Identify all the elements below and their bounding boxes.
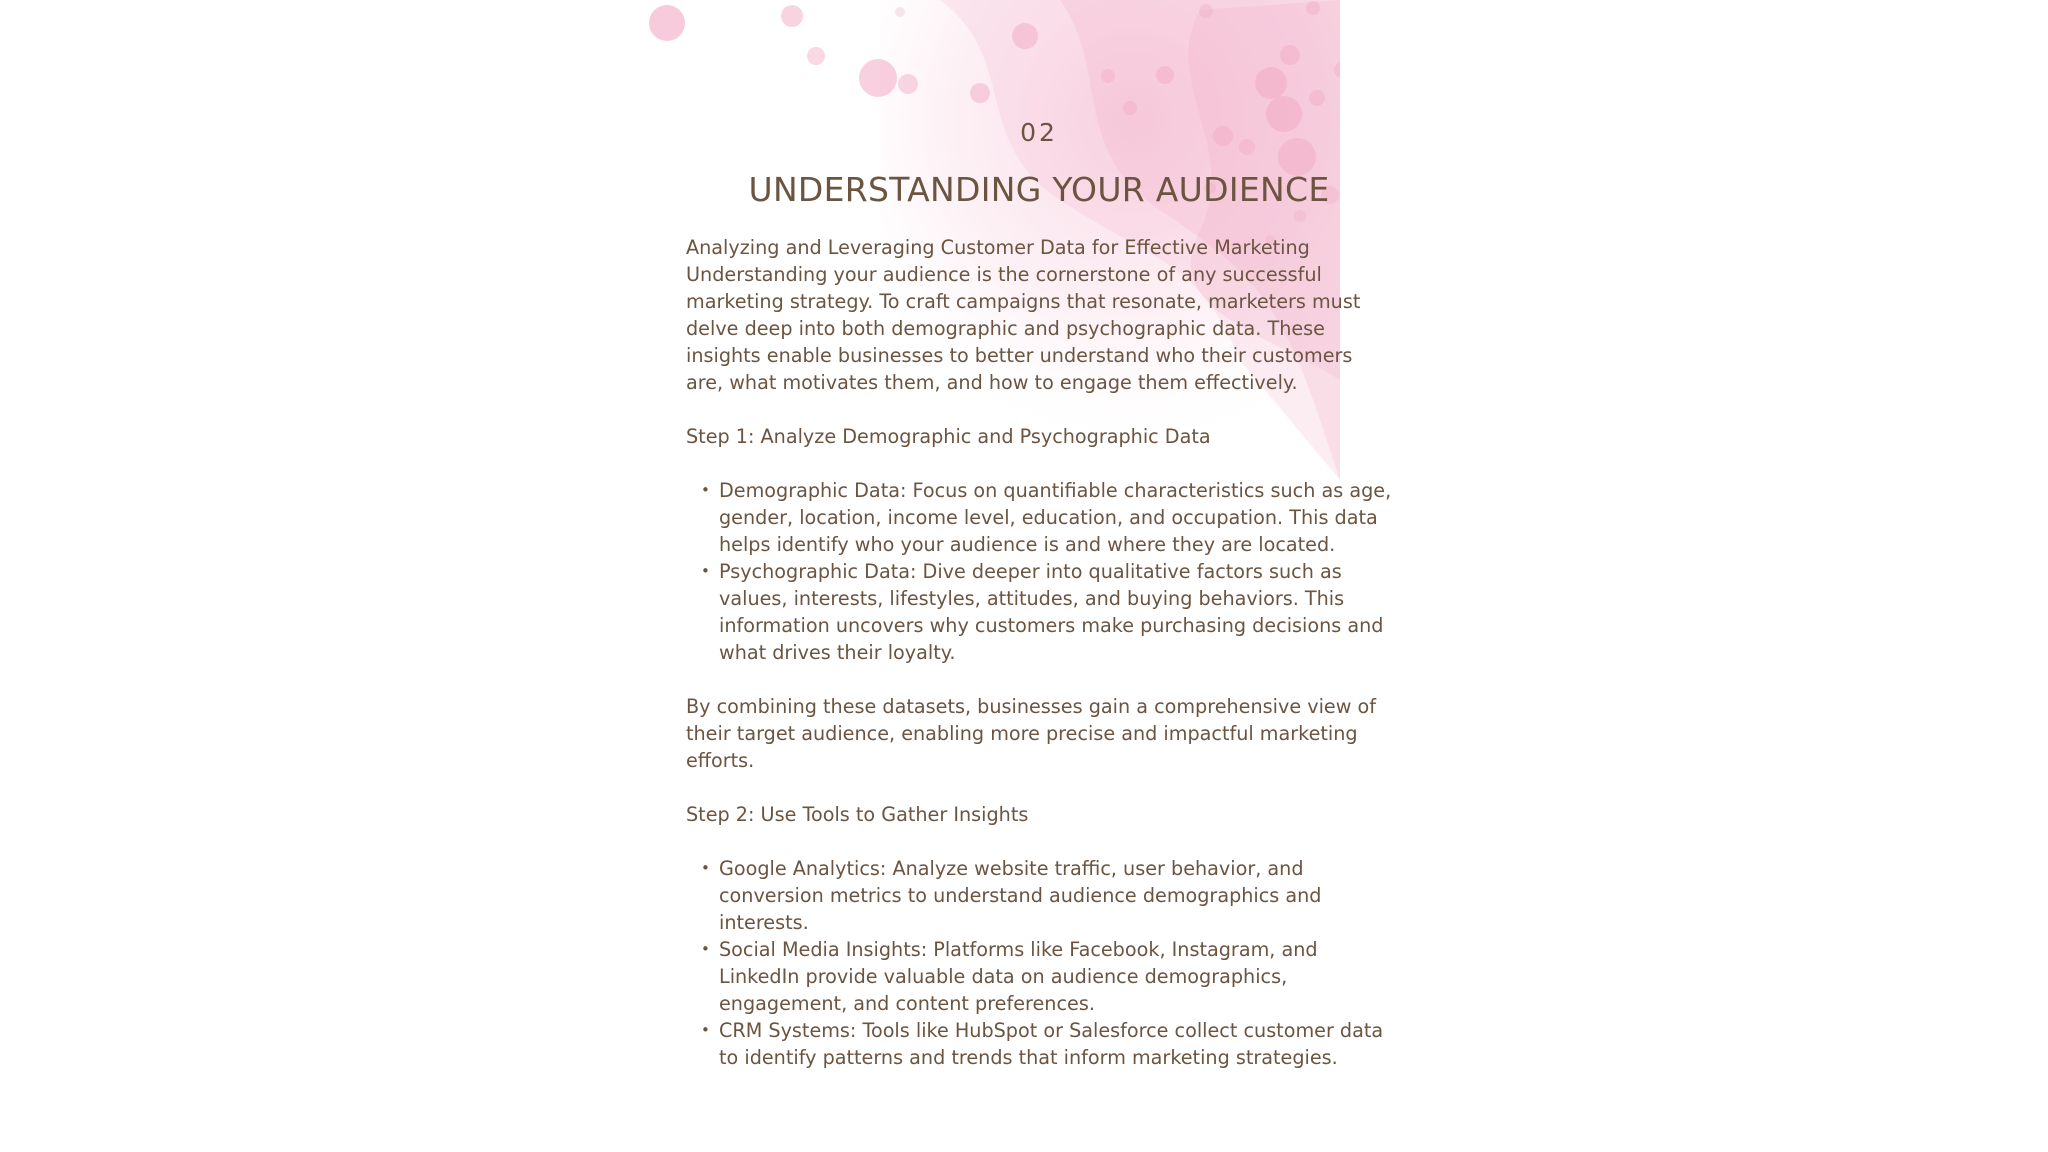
list-item: • Psychographic Data: Dive deeper into qualitative factors such as values, interests, lifestyles, attitudes, and buying behaviors. This information uncovers why customers make purchasing decisions and what drives their loyalty. (686, 558, 1392, 666)
list-item: • Google Analytics: Analyze website traffic, user behavior, and conversion metrics to understand audience demographics and interests. (686, 855, 1392, 936)
spacer (686, 666, 1392, 693)
step2-heading: Step 2: Use Tools to Gather Insights (686, 803, 1029, 826)
intro-paragraph: Understanding your audience is the cornerstone of any successful marketing strategy. To craft campaigns that resonate, marketers must delve deep into both demographic and psychographic data. These insights enable businesses to better understand who their customers are, what motivates them, and how to engage them effectively. (686, 263, 1361, 394)
list-item: • CRM Systems: Tools like HubSpot or Salesforce collect customer data to identify patterns and trends that inform marketing strategies. (686, 1017, 1392, 1071)
spacer (686, 828, 1392, 855)
chapter-title: UNDERSTANDING YOUR AUDIENCE (748, 170, 1330, 209)
step2-bullet-list (686, 855, 1392, 1071)
chapter-body (686, 234, 1392, 1071)
intro-subtitle: Analyzing and Leveraging Customer Data for Effective Marketing (686, 236, 1310, 259)
step1-summary: By combining these datasets, businesses gain a comprehensive view of their target audience, enabling more precise and impactful marketing efforts. (686, 695, 1377, 772)
spacer (686, 450, 1392, 477)
chapter-number: 02 (1020, 118, 1058, 147)
spacer (686, 396, 1392, 423)
list-item: • Social Media Insights: Platforms like Facebook, Instagram, and LinkedIn provide valuable data on audience demographics, engagement, and content preferences. (686, 936, 1392, 1017)
document-page (686, 110, 1392, 1071)
step1-bullet-list (686, 477, 1392, 666)
list-item: • Demographic Data: Focus on quantifiable characteristics such as age, gender, location, income level, education, and occupation. This data helps identify who your audience is and where they are located. (686, 477, 1392, 558)
step1-heading: Step 1: Analyze Demographic and Psychographic Data (686, 425, 1211, 448)
spacer (686, 774, 1392, 801)
